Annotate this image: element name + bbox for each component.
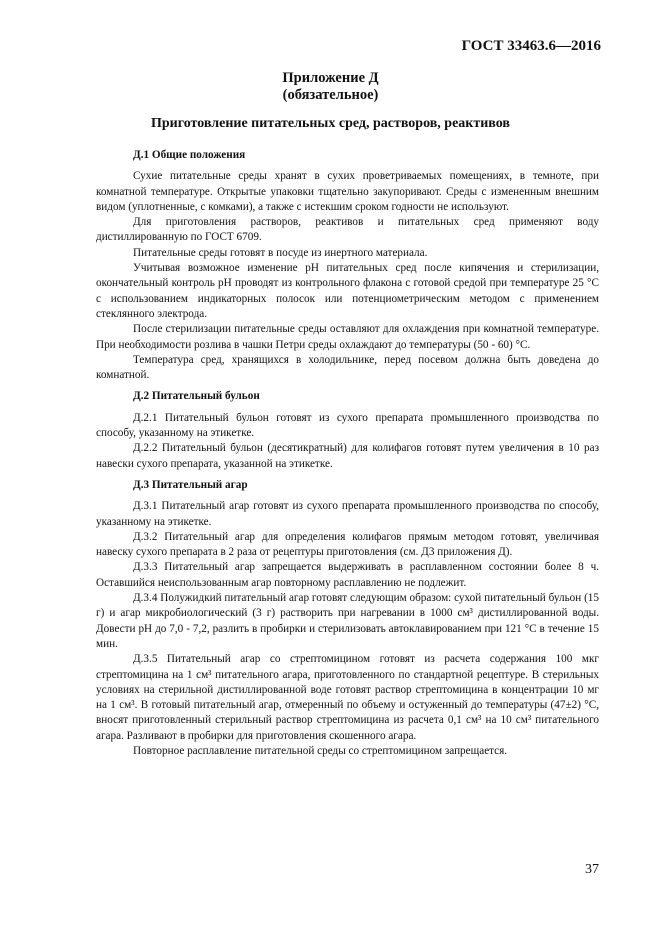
document-id: ГОСТ 33463.6—2016 (461, 38, 601, 54)
section-title: Д.2 Питательный бульон (133, 390, 260, 403)
paragraph: Учитывая возможное изменение pH питательных сред после кипячения и стерилизации, окончательный контроль pH проводят из контрольного флакона с готовой средой при температуре 25 °С с использованием индикаторных полосок или потенциометрическим методом с применением стеклянного электрода. (96, 262, 599, 320)
paragraph: Д.3.4 Полужидкий питательный агар готовят следующим образом: сухой питательный бульон (15 г) и агар микробиологический (3 г) растворить при нагревании в 1000 см³ дистиллированной воды. Довести pH до 7,0 - 7,2, разлить в пробирки и стерилизовать автоклавированием при 121 °С в течение 15 мин. (96, 592, 599, 650)
paragraph: Д.2.1 Питательный бульон готовят из сухого препарата промышленного производства по способу, указанному на этикетке. (96, 411, 599, 440)
paragraph: Температура сред, хранящихся в холодильнике, перед посевом должна быть доведена до комнатной. (96, 353, 599, 382)
document-body (96, 148, 599, 759)
paragraph: Для приготовления растворов, реактивов и питательных сред применяют воду дистиллированную по ГОСТ 6709. (96, 216, 599, 244)
section-title: Д.3 Питательный агар (133, 478, 248, 491)
annex-heading: Приготовление питательных сред, растворов, реактивов (150, 116, 510, 131)
paragraph: Д.2.2 Питательный бульон (десятикратный) для колифагов готовят путем увеличения в 10 раз навески сухого препарата, указанной на этикетке. (96, 442, 599, 470)
section-title: Д.1 Общие положения (133, 149, 246, 161)
paragraph: Д.3.5 Питательный агар со стрептомицином готовят из расчета содержания 100 мкг стрептомицина на 1 см³ питательного агара, приготовленного по стандартной рецептуре. В стерильных условиях на стерильной дистиллированной воде готовят раствор стрептомицина в концентрации 10 мг на 1 см³. В готовый питательный агар, отмеренный по объему и остуженный до температуры (47±2) °С, вносят приготовленный стерильный раствор стрептомицина из расчета 0,1 см³ на 10 см³ питательного агара. Разливают в пробирки для приготовления скошенного агара. (96, 653, 599, 742)
section-nutrient-broth (96, 389, 599, 471)
annex-status-note: (обязательное) (282, 87, 379, 103)
paragraph: Питательные среды готовят в посуде из инертного материала. (133, 246, 428, 259)
paragraph: После стерилизации питательные среды оставляют для охлаждения при комнатной температуре. При необходимости розлива в чашки Петри среды охлаждают до температуры (50 - 60) °С. (96, 323, 599, 351)
paragraph: Сухие питательные среды хранят в сухих проветриваемых помещениях, в темноте, при комнатной температуре. Открытые упаковки тщательно закупоривают. Среды с измененным внешним видом (уплотненные, с комками), а также с истекшим сроком годности не используют. (96, 170, 599, 213)
paragraph: Д.3.3 Питательный агар запрещается выдерживать в расплавленном состоянии более 8 ч. Оставшийся неиспользованным агар повторному расплавлению не подлежит. (96, 561, 599, 589)
paragraph: Повторное расплавление питательной среды со стрептомицином запрещается. (133, 744, 508, 757)
page-number: 37 (585, 862, 599, 877)
paragraph: Д.3.2 Питательный агар для определения колифагов прямым методом готовят, увеличивая навеску сухого препарата в 2 раза от рецептуры приготовления (см. Д3 приложения Д). (96, 530, 599, 559)
section-nutrient-agar (96, 478, 599, 759)
section-general (96, 148, 599, 383)
paragraph: Д.3.1 Питательный агар готовят из сухого препарата промышленного производства по способу, указанному на этикетке. (96, 500, 599, 528)
annex-title: Приложение Д (282, 70, 379, 86)
